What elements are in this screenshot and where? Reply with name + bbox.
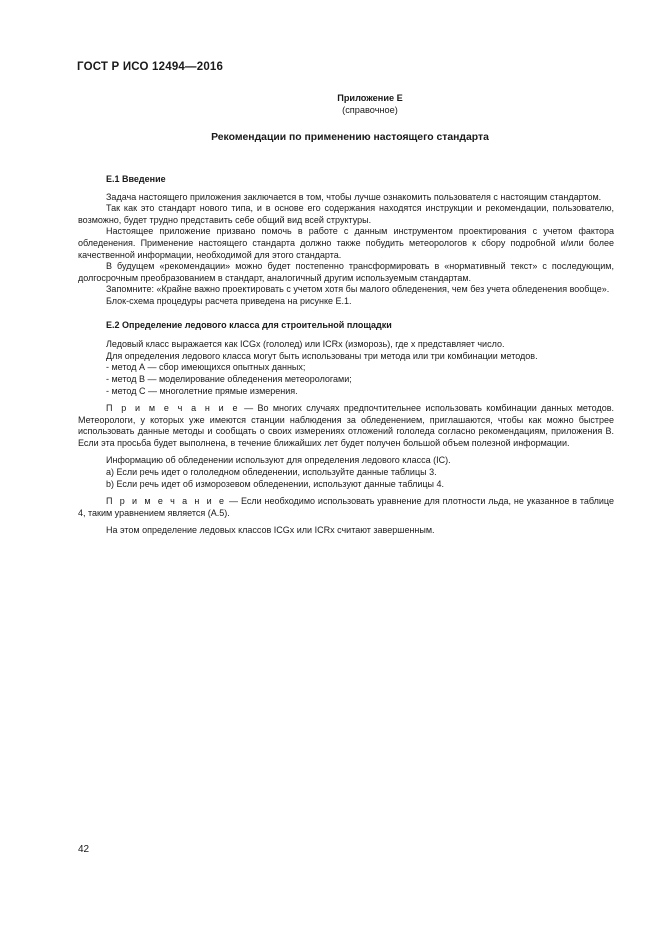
paragraph: Для определения ледового класса могут быть использованы три метода или три комбинации методов. (106, 350, 538, 361)
page-title: Рекомендации по применению настоящего стандарта (211, 132, 489, 143)
note (78, 496, 614, 519)
note-text: — Во многих случаях предпочтительнее использовать комбинации данных методов. Метеорологи, у которых уже имеются станции наблюдения за обледенением, приглашаются, чтобы как можно быстрее использовать данные методы и сообщать о своих измерениях отложений гололеда согласно рекомендациям, приложения В. Если эта просьба будет выполнена, в течение ближайших лет будет получен большой объем полезной информации. (78, 403, 614, 448)
paragraph: Ледовый класс выражается как ICGx (гололед) или ICRx (изморозь), где x представляет число. (106, 339, 505, 350)
annex-subtitle: (справочное) (342, 105, 398, 115)
section-heading-e2: Е.2 Определение ледового класса для строительной площадки (106, 319, 392, 330)
note-label: П р и м е ч а н и е (106, 403, 240, 414)
paragraph: Запомните: «Крайне важно проектировать с учетом хотя бы малого обледенения, чем без учета обледенения вообще». (106, 284, 610, 295)
paragraph: Задача настоящего приложения заключается в том, чтобы лучше ознакомить пользователя с настоящим стандартом. (106, 191, 602, 202)
paragraph: В будущем «рекомендации» можно будет постепенно трансформировать в «нормативный текст» с последующим, долгосрочным преобразованием в стандарт, аналогичный другим используемым стандартам. (78, 261, 614, 283)
document-body (78, 174, 614, 537)
paragraph: Так как это стандарт нового типа, и в основе его содержания находятся инструкции и рекомендации, пользователю, возможно, будет трудно представить себе общий вид всей структуры. (78, 203, 614, 225)
paragraph: Информацию об обледенении используют для определения ледового класса (IC). (106, 455, 451, 466)
list-item: - метод А — сбор имеющихся опытных данных; (106, 362, 306, 373)
list-item: - метод В — моделирование обледенения метеорологами; (106, 373, 352, 384)
note-label: П р и м е ч а н и е (106, 496, 227, 507)
document-header: ГОСТ Р ИСО 12494—2016 (77, 61, 224, 73)
list-item: a) Если речь идет о гололедном обледенении, используйте данные таблицы 3. (106, 467, 437, 478)
list-item: - метод С — многолетние прямые измерения. (106, 385, 298, 396)
list-item: b) Если речь идет об изморозевом обледенении, используют данные таблицы 4. (106, 478, 444, 489)
annex-title: Приложение Е (337, 93, 403, 103)
note-text: — Если необходимо использовать уравнение для плотности льда, не указанное в таблице 4, таким уравнением является (А.5). (78, 496, 614, 518)
paragraph: Блок-схема процедуры расчета приведена на рисунке Е.1. (106, 295, 352, 306)
page-number: 42 (78, 844, 90, 855)
section-heading-e1: Е.1 Введение (106, 174, 166, 184)
note (78, 403, 614, 449)
annex-heading (300, 92, 440, 116)
paragraph: Настоящее приложение призвано помочь в работе с данным инструментом проектирования с учетом фактора обледенения. Применение настоящего стандарта должно также побудить метеорологов к сбору подробной и/или более качественной информации, необходимой для этого стандарта. (78, 226, 614, 260)
paragraph: На этом определение ледовых классов ICGx или ICRx считают завершенным. (106, 525, 435, 536)
